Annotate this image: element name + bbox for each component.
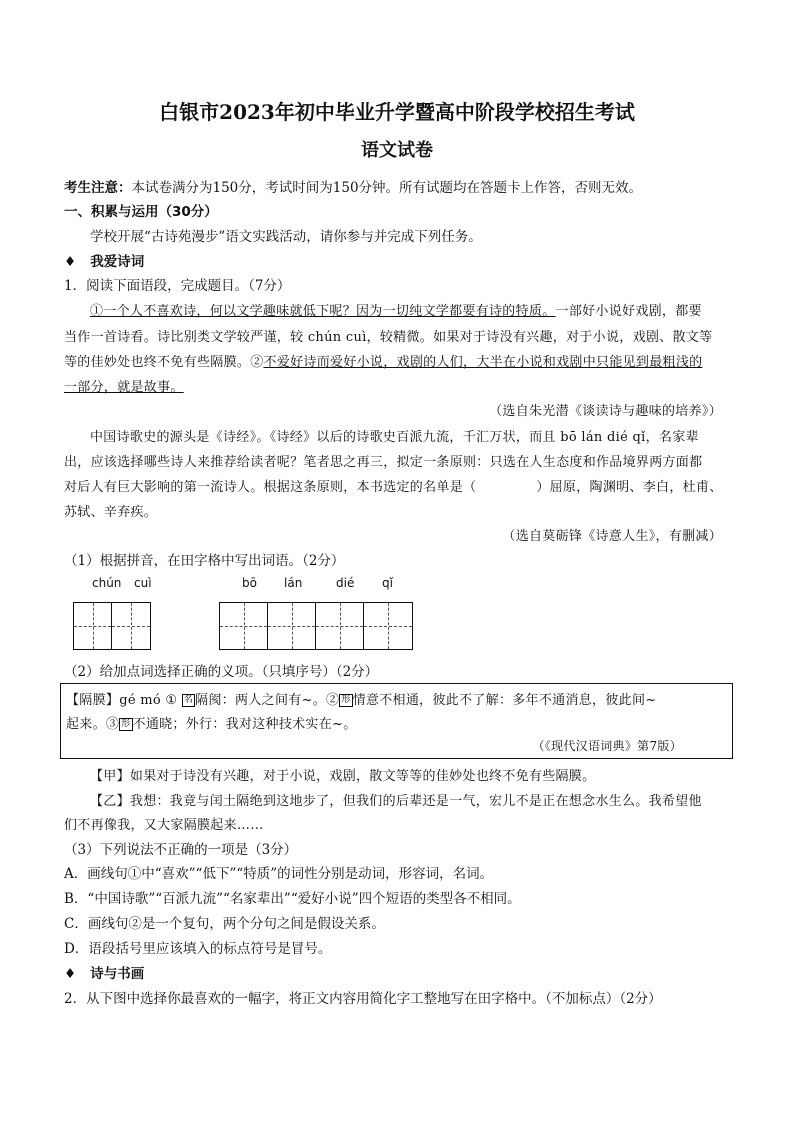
dict-sense2-cont: 起来。③	[66, 717, 120, 732]
grid-cell[interactable]	[364, 603, 412, 649]
notice-text: 本试卷满分为150分，考试时间为150分钟。所有试题均在答题卡上作答，否则无效。	[131, 180, 643, 196]
dict-sense1: 隔阂：两人之间有~。②	[195, 693, 340, 708]
sentence-yi-line1: 【乙】我想：我竟与闰土隔绝到这地步了，但我们的后辈还是一气，宏儿不是正在想念水生么。我希望他	[90, 794, 702, 809]
section1-heading: 一、积累与运用（30分）	[64, 204, 218, 220]
pinyin-cui: cuì	[134, 576, 152, 590]
dictionary-source: （《现代汉语词典》第7版）	[532, 739, 682, 753]
q1-2-stem: （2）给加点词选择正确的义项。（只填序号）（2分）	[64, 664, 379, 680]
dictionary-line1	[66, 689, 656, 708]
q1-stem: 1．阅读下面语段，完成题目。（7分）	[64, 278, 291, 294]
underlined-sentence-2: 不爱好诗而爱好小说，戏剧的人们，大半在小说和戏剧中只能见到最粗浅的	[263, 355, 703, 370]
pinyin-qi: qǐ	[382, 576, 393, 590]
passage1-source: （选自朱光潜《谈读诗与趣味的培养》）	[489, 404, 722, 419]
pinyin-bo: bō	[242, 576, 257, 590]
subsection-1	[64, 250, 144, 270]
adj-tag: 形	[121, 719, 131, 729]
passage2-line4: 苏轼、辛弃疾。	[64, 505, 158, 520]
passage2-line2: 出，应该选择哪些诗人来推荐给读者呢？笔者思之再三，拟定一条原则：只选在人生态度和作品境界两方面都	[64, 455, 703, 470]
notice-label: 考生注意：	[64, 180, 132, 196]
dictionary-line2	[66, 713, 357, 732]
passage1-line4: 一部分，就是故事。	[64, 380, 184, 395]
option-d[interactable]: D．语段括号里应该填入的标点符号是冒号。	[64, 941, 332, 957]
passage1-line1	[90, 300, 702, 319]
passage2-line1: 中国诗歌史的源头是《诗经》。《诗经》以后的诗歌史百派九流，千汇万状，而且 bō lán dié qǐ，名家辈	[90, 430, 699, 445]
subsection-1-title: 我爱诗词	[90, 254, 145, 270]
pinyin-die: dié	[336, 576, 355, 590]
passage1-line3-start: 等的佳妙处也终不免有些隔膜。②	[64, 355, 264, 370]
grid-cell[interactable]	[268, 603, 316, 649]
q1-1-stem: （1）根据拼音，在田字格中写出词语。（2分）	[64, 553, 345, 569]
passage2-line3-end: ）屈原，陶渊明、李白，杜甫、	[536, 480, 723, 495]
grid-cell[interactable]	[112, 603, 150, 649]
dict-headword: 【隔膜】gé mó ①	[66, 693, 178, 708]
dict-sense2: 情意不相通，彼此不了解：多年不通消息，彼此间~	[352, 693, 657, 708]
q2-stem: 2．从下图中选择你最喜欢的一幅字，将正文内容用简化字工整地写在田字格中。（不加标点）（2分）	[64, 991, 662, 1007]
sentence-yi-line2: 们不再像我，又大家隔膜起来……	[64, 818, 264, 833]
option-c[interactable]: C．画线句②是一个复句，两个分句之间是假设关系。	[64, 916, 385, 932]
exam-subtitle: 语文试卷	[361, 140, 433, 161]
grid-cell[interactable]	[220, 603, 268, 649]
passage2-source: （选自莫砺锋《诗意人生》，有删减）	[502, 529, 722, 544]
grid-cell[interactable]	[74, 603, 112, 649]
adj-tag: 形	[341, 695, 351, 705]
pinyin-lan: lán	[284, 576, 303, 590]
exam-title: 白银市2023年初中毕业升学暨高中阶段学校招生考试	[159, 100, 635, 124]
noun-tag: 名	[183, 695, 194, 705]
sentence-jia: 【甲】如果对于诗没有兴趣，对于小说，戏剧，散文等等的佳妙处也终不免有些隔膜。	[90, 769, 596, 784]
passage2-line3	[64, 476, 723, 495]
answer-grid-chuncui[interactable]	[73, 602, 151, 650]
underlined-sentence-1: ①一个人不喜欢诗，何以文学趣味就低下呢？因为一切纯文学都要有诗的特质。	[90, 304, 556, 319]
pinyin-chun: chún	[92, 576, 122, 590]
passage1-line1-rest: 一部好小说好戏剧，都要	[555, 304, 702, 319]
diamond-bullet-icon: ♦	[64, 254, 77, 270]
passage1-line2: 当作一首诗看。诗比别类文学较严谨，较 chún cuì，较精微。如果对于诗没有兴趣，对于小说，戏剧、散文等	[64, 330, 713, 345]
option-b[interactable]: B．“中国诗歌”“百派九流”“名家辈出”“爱好小说”四个短语的类型各不相同。	[64, 891, 521, 907]
passage1-line3	[64, 351, 702, 370]
answer-grid-bolandieqi[interactable]	[219, 602, 413, 650]
option-a[interactable]: A．画线句①中“喜欢”“低下”“特质”的词性分别是动词，形容词，名词。	[64, 866, 494, 882]
subsection-2	[64, 962, 144, 982]
diamond-bullet-icon: ♦	[64, 966, 77, 982]
dict-sense3: 不通晓；外行：我对这种技术实在~。	[132, 717, 357, 732]
section1-intro: 学校开展“古诗苑漫步”语文实践活动，请你参与并完成下列任务。	[90, 229, 482, 245]
grid-cell[interactable]	[316, 603, 364, 649]
q1-3-stem: （3）下列说法不正确的一项是（3分）	[64, 842, 298, 858]
notice	[64, 176, 642, 196]
subsection-2-title: 诗与书画	[90, 966, 145, 982]
passage2-line3-start: 对后人有巨大影响的第一流诗人。根据这条原则，本书选定的名单是（	[64, 480, 477, 495]
